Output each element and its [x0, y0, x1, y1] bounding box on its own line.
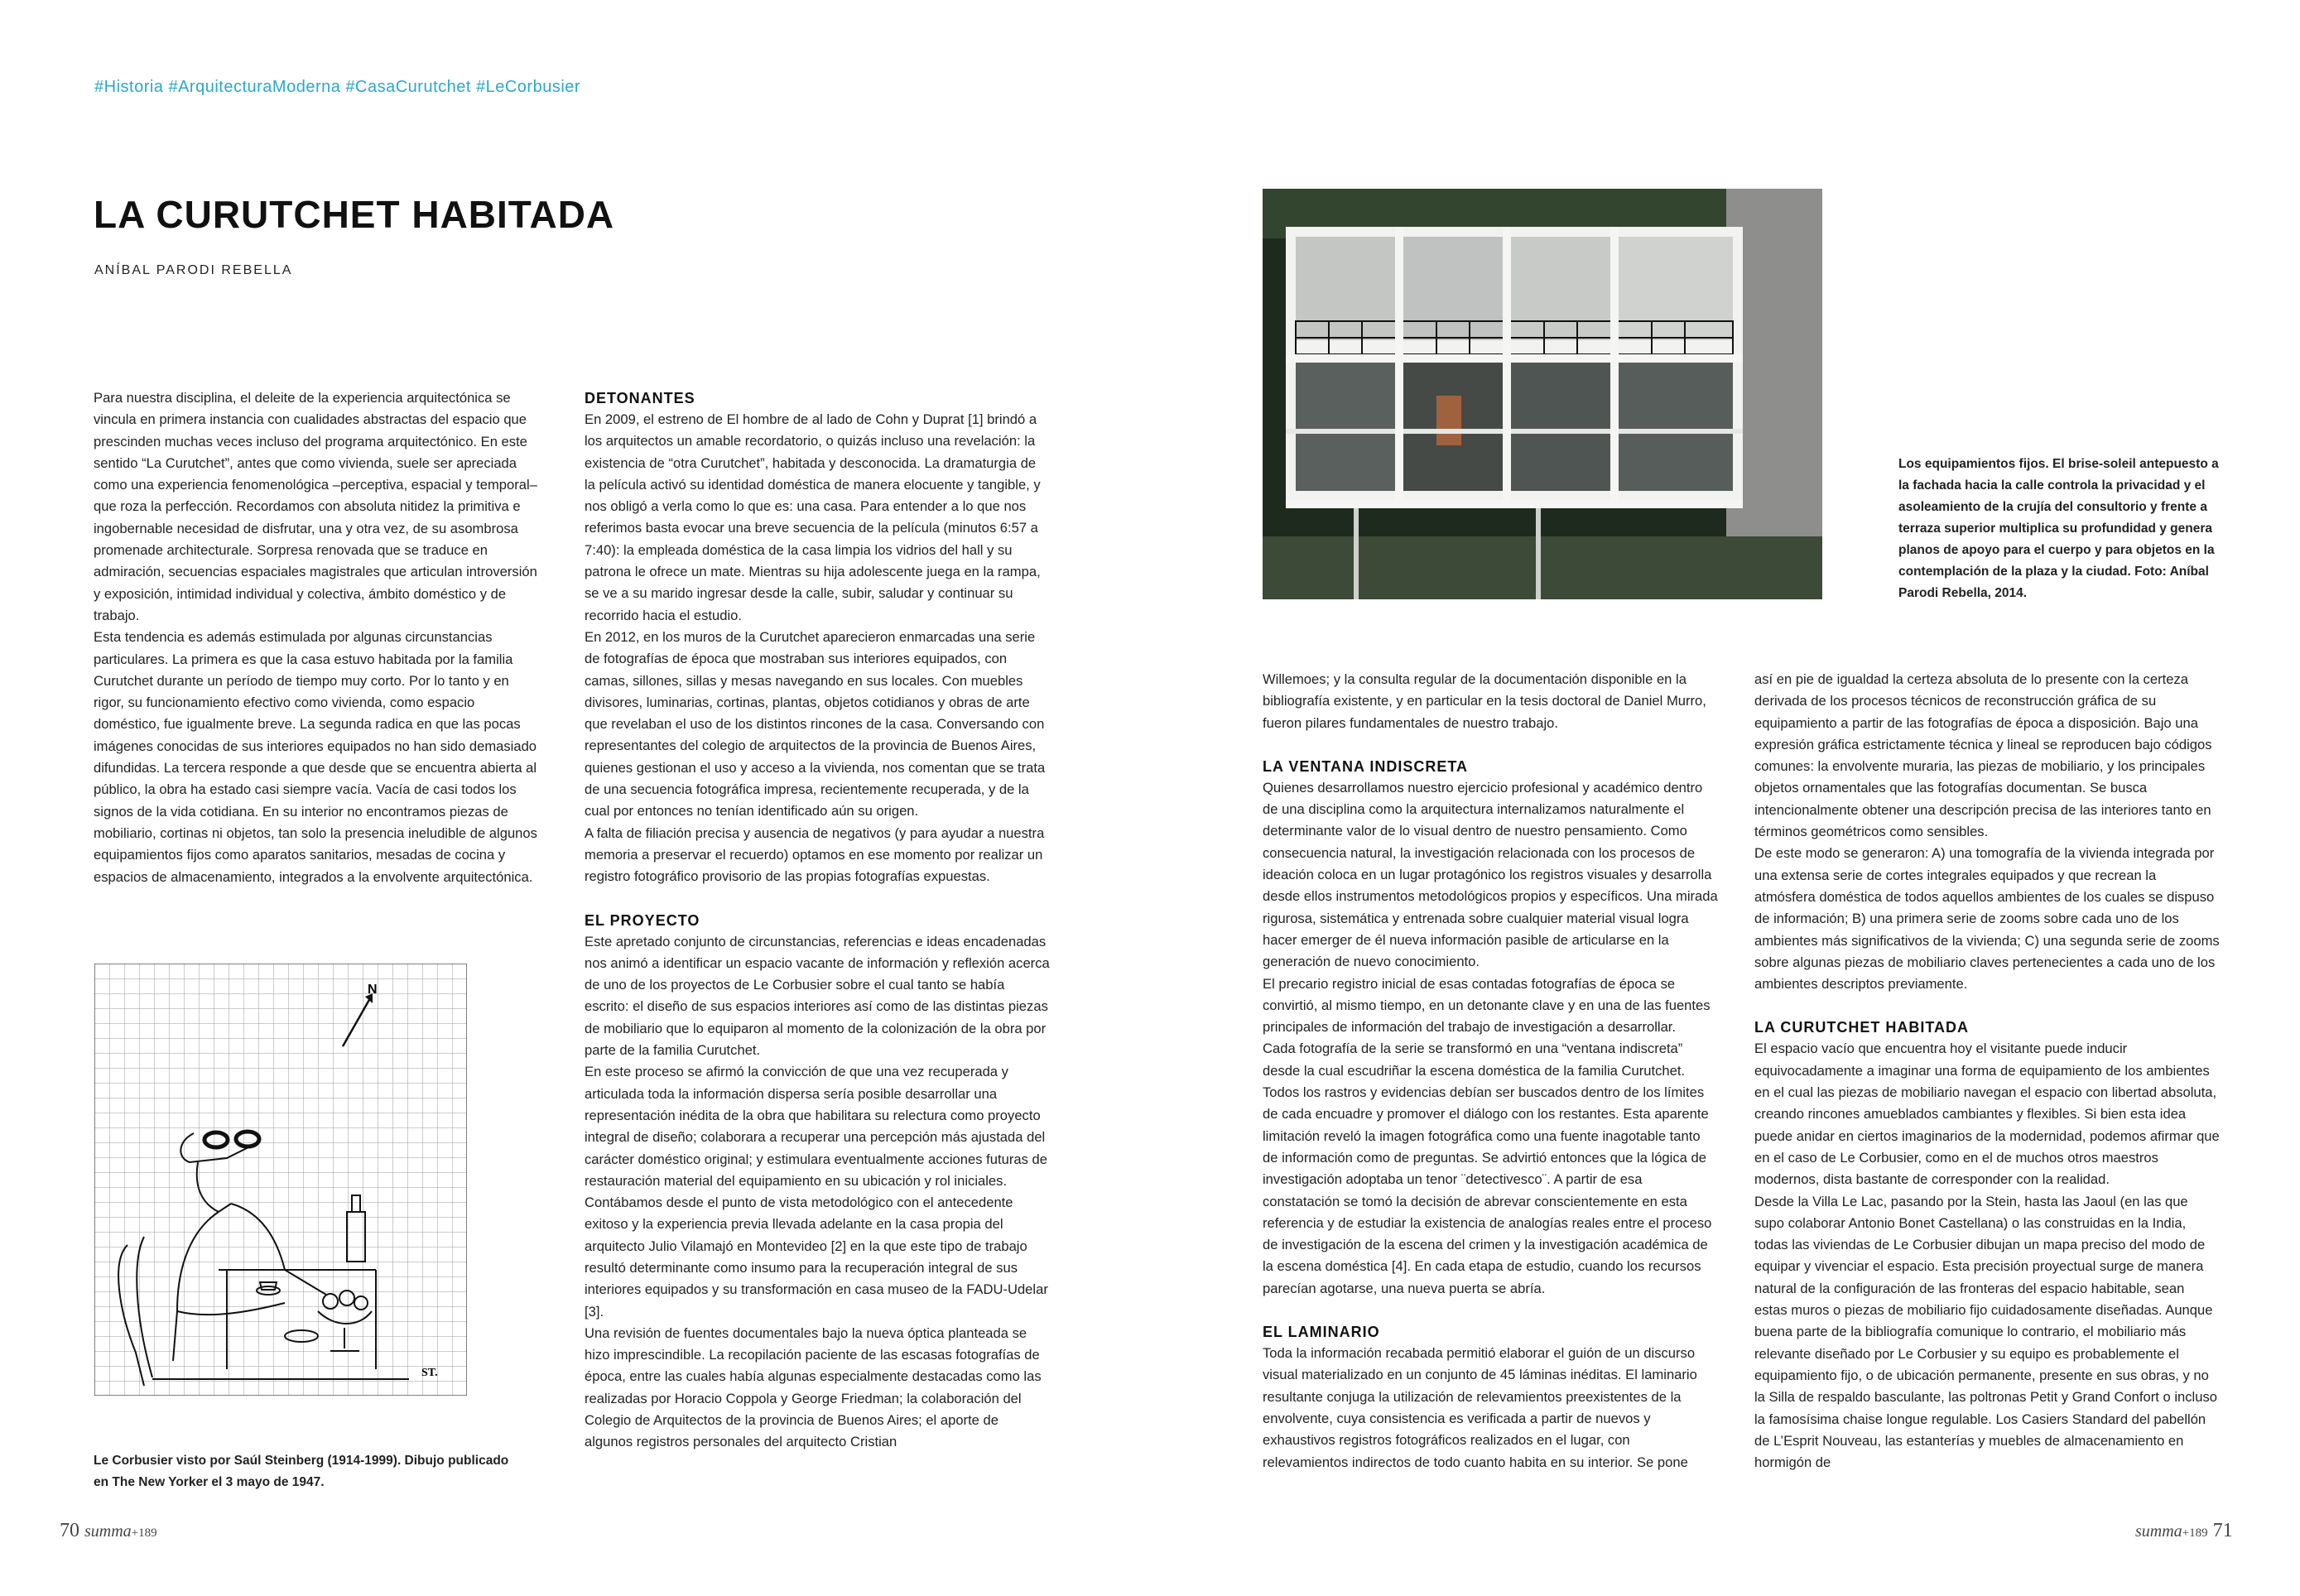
folio-left — [60, 1520, 157, 1542]
article-title: LA CURUTCHET HABITADA — [94, 193, 615, 236]
heading-el-laminario: EL LAMINARIO — [1263, 1324, 1380, 1341]
col3-paragraph-4: Toda la información recabada permitió elaborar el guión de un discurso visual materializado en un conjunto de 45 láminas inéditas. El laminario resultante conjuga la utilización de relevamientos preexistentes de la envolvente, cuya consistencia es verificada a partir de nuevos y exhaustivos registros fotográficos realizados en el lugar, con relevamientos indirectos de todo cuanto habita en su interior. Se pone — [1263, 1345, 1697, 1470]
article-author: ANÍBAL PARODI REBELLA — [94, 263, 293, 277]
sketch-caption-line-1: Le Corbusier visto por Saúl Steinberg (1914-1999). Dibujo publicado — [94, 1454, 509, 1468]
col3-paragraph-0: Willemoes; y la consulta regular de la documentación disponible en la bibliografía existente, y en particular en la tesis doctoral de Daniel Murro, fueron pilares fundamentales de nuestro trabajo. — [1263, 671, 1706, 731]
steinberg-sketch — [94, 964, 467, 1396]
column-4 — [1754, 669, 2220, 1473]
col3-paragraph-3: Cada fotografía de la serie se transformó en una “ventana indiscreta” desde la cual escudriñar la escena doméstica de la familia Curutchet. Todos los rastros y evidencias debían ser buscados dentro de los límites de cada encuadre y promover el diálogo con los restantes. Esta aparente limitación reveló la imagen fotográfica como una fuente inagotable tanto de información como de preguntas. Se advirtió entonces que la lógica de investigación adoptaba un tenor ¨detectivesco¨. A partir de esa constatación se tomó la decisión de abrevar conscientemente en esta referencia y de estudiar la existencia de analogías reales entre el proceso de investigación de la escena del crimen y la investigación académica de la escena doméstica [4]. En cada etapa de estudio, cuando los recursos parecían agotarse, una nueva puerta se abría. — [1263, 1041, 1712, 1296]
column-2 — [585, 387, 1050, 1454]
col4-paragraph-3: Desde la Villa Le Lac, pasando por la Stein, hasta las Jaoul (en las que supo colaborar Antonio Bonet Castellana) o las construidas en la India, todas las viviendas de Le Corbusier dibujan un mapa preciso del modo de equipar y vivenciar el espacio. Esta precisión proyectual surge de manera natural de la configuración de las fronteras del espacio habitable, sean estas muros o piezas de mobiliario fijo cuidadosamente diseñadas. Aunque buena parte de la bibliografía comunique lo contrario, el mobiliario más relevante diseñado por Le Corbusier y su equipo es probablemente el equipamiento fijo, o de ubicación permanente, presente en sus obras, y no la Silla de respaldo basculante, las poltronas Petit y Grand Confort o incluso la famosísima chaise longue regulable. Los Casiers Standard del pabellón de L’Esprit Nouveau, las estanterías y muebles de almacenamiento en hormigón de — [1754, 1193, 2217, 1471]
page-number-right: 71 — [2212, 1520, 2233, 1541]
photo-caption: Los equipamientos fijos. El brise-soleil antepuesto a la fachada hacia la calle controla la privacidad y el asoleamiento de la crujía del consultorio y frente a terraza superior multiplica su profundidad y genera planos de apoyo para el cuerpo y para objetos en la contemplación de la plaza y la ciudad. Foto: Aníbal Parodi Rebella, 2014. — [1898, 457, 2219, 600]
north-label: N — [368, 983, 378, 997]
section-gap — [1263, 734, 1718, 756]
page-number-left: 70 — [60, 1520, 79, 1541]
section-gap — [585, 888, 1050, 910]
col4-paragraph-0: así en pie de igualdad la certeza absoluta de lo presente con la certeza derivada de los procesos técnicos de reconstrucción gráfica de su equipamiento a partir de las fotografías de época a disposición. Bajo una expresión gráfica estrictamente técnica y lineal se reproducen bajo códigos comunes: la envolvente muraria, las piezas de mobiliario, y los principales objetos ornamentales que las fotografías documentan. Se busca intencionalmente obtener una descripción precisa de las interiores tanto en términos geométricos como sensibles. — [1754, 671, 2212, 840]
sketch-signature: ST. — [421, 1367, 438, 1379]
col1-paragraph-1: Para nuestra disciplina, el deleite de la experiencia arquitectónica se vincula en primera instancia con cualidades abstractas del espacio que prescinden muchas veces incluso del programa arquitectónico. En este sentido “La Curutchet”, antes que como vivienda, suele ser apreciada como una experiencia fenomenológica –perceptiva, espacial y temporal– que roza la perfección. Recordamos con absoluta nitidez la primitiva e ingobernable necesidad de disfrutar, una y otra vez, de su asombrosa promenade architecturale. Sorpresa renovada que se traduce en admiración, secuencias espaciales magistrales que articulan introversión y exposición, intimidad individual y colectiva, ámbito doméstico y de trabajo. — [94, 390, 537, 623]
heading-detonantes: DETONANTES — [585, 390, 695, 406]
col2-paragraph-1: En 2009, el estreno de El hombre de al lado de Cohn y Duprat [1] brindó a los arquitectos un amable recordatorio, o quizás incluso una revelación: la existencia de “otra Curutchet”, habitada y desconocida. La dramaturgia de la película activó su identidad doméstica de manera elocuente y tangible, y nos obligó a verla como lo que es: una casa. Para entender a lo que nos referimos basta evocar una breve secuencia de la película (minutos 6:57 a 7:40): la empleada doméstica de la casa limpia los vidrios del hall y su patrona le ofrece un mate. Mientras su hija adolescente juega en la rampa, se ve a su marido ingresar desde la calle, subir, saludar y continuar su recorrido hacia el estudio. — [585, 411, 1041, 623]
col2-paragraph-6: Una revisión de fuentes documentales bajo la nueva óptica planteada se hizo imprescindible. La recopilación paciente de las escasas fotografías de época, entre las cuales había algunas especialmente destacadas como las realizadas por Horacio Coppola y George Friedman; la colaboración del Colegio de Arquitectos de la provincia de Buenos Aires; el aporte de algunos registros personales del arquitecto Cristian — [585, 1324, 1042, 1450]
col2-paragraph-3: A falta de filiación precisa y ausencia de negativos (y para ayudar a nuestra memoria a preservar el recuerdo) optamos en ese momento por realizar un registro fotográfico provisorio de las propias fotografías expuestas. — [585, 824, 1045, 885]
heading-la-curutchet-habitada: LA CURUTCHET HABITADA — [1754, 1019, 1969, 1036]
col2-paragraph-5: En este proceso se afirmó la convicción de que una vez recuperada y articulada toda la información dispersa sería posible desarrollar una representación inédita de la obra que habilitara su relectura como proyecto integral de diseño; colaborara a recuperar una percepción más ajustada del carácter doméstico original; y estimulara eventualmente acciones futuras de restauración material del equipamiento en su ubicación y rol iniciales. Contábamos desde el punto de vista metodológico con el antecedente exitoso y la experiencia previa llevada adelante en la casa propia del arquitecto Julio Vilamajó en Montevideo [2] en la que este tipo de trabajo resultó determinante como insumo para la recuperación integral de sus interiores equipados y su transformación en casa museo de la FADU-Udelar [3]. — [585, 1064, 1048, 1320]
brise-soleil-image — [1263, 189, 1822, 599]
heading-el-proyecto: EL PROYECTO — [585, 911, 700, 929]
section-gap — [1263, 1300, 1718, 1321]
col4-paragraph-1: De este modo se generaron: A) una tomografía de la vivienda integrada por una extensa serie de cortes integrales equipados y que recrean la atmósfera doméstica de todos aquellos ambientes de los cuales se dispuso de información; B) una primera serie de zooms sobre cada uno de los ambientes más significativos de la vivienda; C) una segunda serie de zooms sobre algunas piezas de mobiliario claves pertenecientes a cada uno de los ambientes descriptos previamente. — [1754, 845, 2220, 993]
col2-paragraph-4: Este apretado conjunto de circunstancias, referencias e ideas encadenadas nos animó a identificar un espacio vacante de información y reflexión acerca de uno de los proyectos de Le Corbusier sobre el cual tanto se había escrito: el diseño de sus espacios interiores así como de las distintas piezas de mobiliario que lo equiparon al momento de la colonización de la obra por parte de la familia Curutchet. — [585, 933, 1050, 1059]
col4-paragraph-2: El espacio vacío que encuentra hoy el visitante puede inducir equivocadamente a imaginar una forma de equipamiento de los ambientes en el cual las piezas de mobiliario navegan el espacio con libertad absoluta, creando rincones amueblados cambiantes y flexibles. Si bien esta idea puede anidar en ciertos imaginarios de la modernidad, podemos afirmar que en el caso de Le Corbusier, como en el de muchos otros maestros modernos, dista bastante de corresponder con la realidad. — [1754, 1041, 2220, 1188]
col3-paragraph-2: El precario registro inicial de esas contadas fotografías de época se convirtió, al mismo tiempo, en un detonante clave y en una de las fuentes principales de información del trabajo de investigación a desarrollar. — [1263, 975, 1711, 1036]
col1-paragraph-2: Esta tendencia es además estimulada por algunas circunstancias particulares. La primera es que la casa estuvo habitada por la familia Curutchet durante un período de tiempo muy corto. Por lo tanto y en rigor, su funcionamiento efectivo como vivienda, como espacio doméstico, fue igualmente breve. La segunda radica en que las pocas imágenes conocidas de sus interiores equipados no han sido demasiado difundidas. La tercera responde a que desde que se encuentra abierta al público, la obra ha estado casi siempre vacía. Vacía de casi todos los signos de la vida cotidiana. En su interior no encontramos piezas de mobiliario, cortinas ni objetos, tan solo la presencia ineludible de algunos equipamientos fijos como aparatos sanitarios, mesadas de cocina y espacios de almacenamiento, integrados a la envolvente arquitectónica. — [94, 629, 537, 885]
magazine-name-left: summa — [84, 1522, 132, 1541]
column-3 — [1263, 669, 1718, 1473]
magazine-name-right: summa — [2135, 1522, 2182, 1541]
column-1 — [94, 387, 541, 888]
folio-right — [2135, 1520, 2233, 1542]
section-gap — [1754, 995, 2220, 1017]
right-page — [1150, 0, 2300, 1596]
issue-number-right: +189 — [2182, 1526, 2208, 1540]
sketch-drawing — [94, 964, 467, 1396]
sketch-caption — [94, 1450, 557, 1493]
issue-number-left: +189 — [131, 1526, 157, 1540]
col3-paragraph-1: Quienes desarrollamos nuestro ejercicio profesional y académico dentro de una disciplina como la arquitectura internalizamos naturalmente el determinante valor de lo visual dentro de nuestro pensamiento. Como consecuencia natural, la investigación relacionada con los procesos de ideación coloca en un lugar protagónico los registros visuales y desarrolla desde ellos instrumentos metodológicos propios y específicos. Una mirada rigurosa, sistemática y entrenada sobre cualquier material visual logra hacer emerger de él nueva información pasible de articularse en la generación de nuevo conocimiento. — [1263, 779, 1718, 970]
col2-paragraph-2: En 2012, en los muros de la Curutchet aparecieron enmarcadas una serie de fotografías de época que mostraban sus interiores equipados, con camas, sillones, sillas y mesas navegando en sus locales. Con muebles divisores, luminarias, cortinas, plantas, objetos cotidianos y obras de arte que revelaban el uso de los distintos rincones de la casa. Conversando con representantes del colegio de arquitectos de la provincia de Buenos Aires, quienes gestionan el uso y acceso a la vivienda, nos comentan que se trata de una secuencia fotográfica impresa, recientemente recuperada, y de la cual por entonces no tenían identificado aún su origen. — [585, 628, 1046, 820]
facade-photo — [1263, 189, 1822, 599]
hashtags: #Historia #ArquitecturaModerna #CasaCurutchet #LeCorbusier — [94, 78, 581, 96]
heading-la-ventana-indiscreta: LA VENTANA INDISCRETA — [1263, 757, 1468, 775]
sketch-caption-line-2: en The New Yorker el 3 mayo de 1947. — [94, 1475, 325, 1489]
